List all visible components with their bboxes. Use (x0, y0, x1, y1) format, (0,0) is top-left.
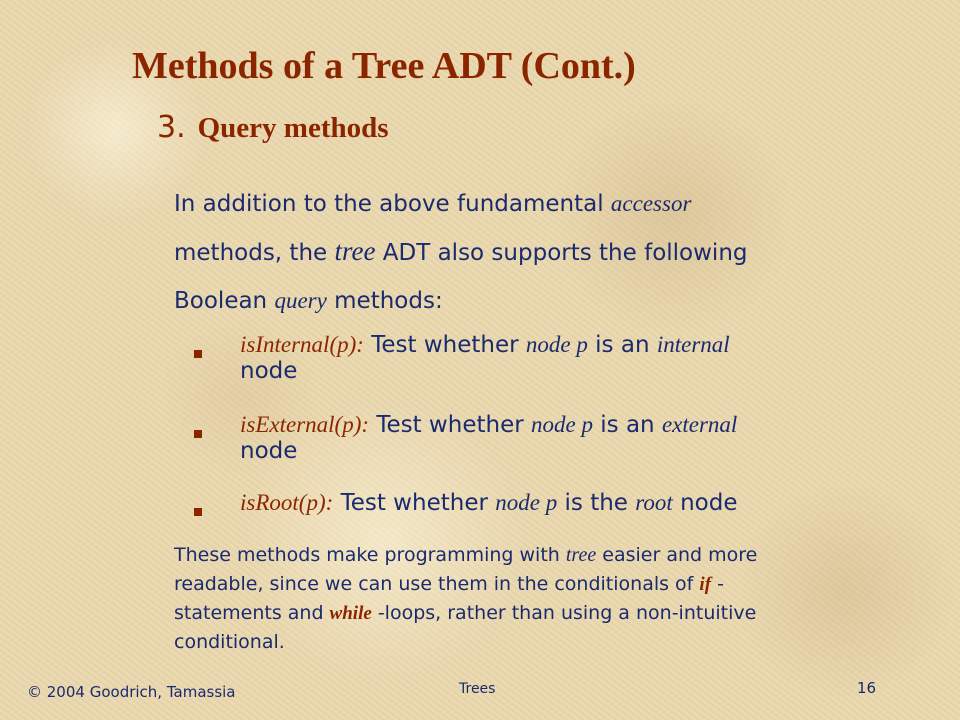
intro-text: methods, the (174, 240, 335, 266)
closing-text: These methods make programming with (174, 544, 566, 566)
method-text: node (240, 438, 298, 464)
method-text: node (672, 490, 738, 516)
footer-copyright: © 2004 Goodrich, Tamassia (27, 683, 236, 701)
method-text: Test whether (363, 332, 526, 358)
method-term: node p (495, 490, 558, 515)
section-heading (157, 110, 389, 145)
closing-text: -loops, rather than using a non-intuitive (371, 602, 757, 624)
method-name: isRoot(p): (240, 490, 334, 515)
method-name: isExternal(p): (240, 412, 370, 437)
method-term: node p (525, 332, 588, 357)
closing-paragraph (174, 541, 914, 657)
list-item (190, 332, 960, 384)
footer-topic: Trees (459, 681, 496, 697)
method-text: Test whether (369, 412, 531, 438)
slide-title: Methods of a Tree ADT (Cont.) (132, 45, 636, 87)
bullet-square-icon (194, 508, 202, 516)
intro-term-accessor: accessor (610, 191, 692, 216)
intro-text: methods: (326, 288, 443, 314)
intro-text: ADT also supports the following (375, 240, 748, 266)
section-title: Query methods (197, 112, 389, 144)
method-text: node (240, 358, 298, 384)
intro-term-tree: tree (334, 236, 376, 266)
closing-term-tree: tree (565, 544, 597, 566)
method-term: node p (530, 412, 593, 437)
bullet-square-icon (194, 350, 202, 358)
intro-text: In addition to the above fundamental (174, 191, 611, 217)
closing-text: - (711, 573, 724, 595)
method-term: root (635, 490, 673, 515)
keyword-if: if (699, 574, 712, 595)
method-text: Test whether (333, 490, 496, 516)
section-number: 3. (157, 110, 186, 145)
closing-text: easier and more (596, 544, 758, 566)
intro-paragraph (174, 180, 914, 325)
closing-text: readable, since we can use them in the conditionals of (174, 573, 700, 595)
intro-term-query: query (274, 288, 327, 313)
list-item (190, 490, 960, 516)
keyword-while: while (329, 603, 372, 624)
bullet-square-icon (194, 430, 202, 438)
method-text: is an (592, 412, 662, 438)
page-number: 16 (857, 679, 877, 697)
method-name: isInternal(p): (240, 332, 364, 357)
method-text: is the (557, 490, 636, 516)
intro-text: Boolean (174, 288, 275, 314)
method-term: external (661, 412, 738, 437)
closing-text: statements and (174, 602, 330, 624)
list-item (190, 412, 960, 464)
closing-text: conditional. (174, 631, 285, 653)
method-text: is an (587, 332, 657, 358)
method-term: internal (656, 332, 730, 357)
